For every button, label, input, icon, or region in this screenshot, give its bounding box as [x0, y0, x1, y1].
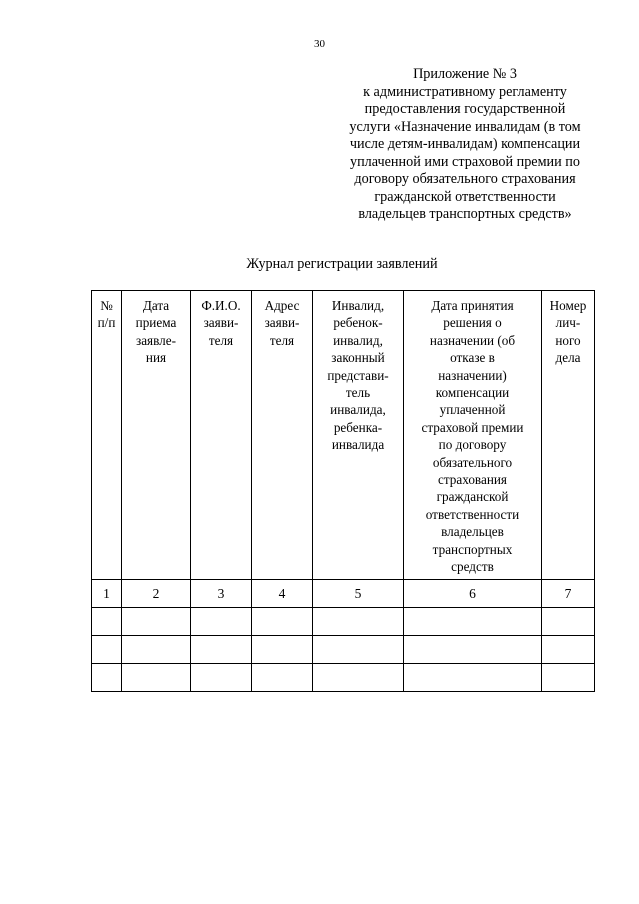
- header-cell-line: законный: [331, 350, 385, 366]
- header-cell-line: п/п: [97, 315, 116, 331]
- header-cell-line: обязательного: [432, 454, 513, 470]
- header-cell-line: Адрес: [264, 298, 300, 313]
- column-number-cell: 4: [252, 580, 313, 608]
- header-cell-line: представи-: [327, 367, 389, 383]
- empty-cell: [542, 636, 595, 664]
- header-cell-line: владельцев: [441, 524, 504, 540]
- journal-title: Журнал регистрации заявлений: [246, 256, 438, 272]
- empty-cell: [404, 664, 542, 692]
- header-cell-line: страхования: [438, 472, 507, 488]
- header-cell-line: инвалида,: [330, 402, 386, 418]
- empty-cell: [542, 664, 595, 692]
- empty-cell: [252, 608, 313, 636]
- header-cell-line: назначении): [438, 367, 507, 383]
- header-cell-line: Ф.И.О.: [201, 298, 241, 313]
- header-cell: [252, 291, 313, 580]
- header-cell-line: Номер: [549, 298, 587, 313]
- header-cell-line: лич-: [555, 315, 581, 331]
- header-cell-line: дела: [555, 350, 581, 366]
- header-cell-line: ного: [555, 332, 581, 348]
- header-cell: [313, 291, 404, 580]
- header-cell-line: тель: [345, 385, 371, 401]
- column-number-cell: 5: [313, 580, 404, 608]
- header-cell-line: отказе в: [450, 350, 495, 366]
- header-cell-line: страховой премии: [421, 419, 524, 435]
- column-number-cell: 7: [542, 580, 595, 608]
- empty-cell: [122, 636, 191, 664]
- header-cell-line: инвалида: [331, 437, 385, 453]
- header-cell: [92, 291, 122, 580]
- table-row: [92, 664, 595, 692]
- appendix-line: владельцев транспортных средств»: [358, 206, 572, 222]
- header-cell: [191, 291, 252, 580]
- header-cell: [542, 291, 595, 580]
- appendix-line: договору обязательного страхования: [354, 171, 576, 187]
- header-cell: [404, 291, 542, 580]
- header-cell-line: заявле-: [135, 332, 176, 348]
- empty-cell: [313, 664, 404, 692]
- table-header-row: [92, 291, 595, 580]
- empty-cell: [191, 636, 252, 664]
- empty-cell: [313, 608, 404, 636]
- header-cell-line: №: [100, 298, 113, 313]
- appendix-line: Приложение № 3: [413, 66, 517, 82]
- header-cell-line: теля: [208, 332, 234, 348]
- header-cell-line: гражданской: [436, 489, 509, 505]
- table-row: [92, 608, 595, 636]
- appendix-line: предоставления государственной: [364, 101, 566, 117]
- empty-cell: [313, 636, 404, 664]
- appendix-line: гражданской ответственности: [374, 188, 556, 205]
- table-row: [92, 636, 595, 664]
- header-cell-line: транспортных: [432, 541, 513, 557]
- empty-cell: [191, 664, 252, 692]
- empty-cell: [92, 636, 122, 664]
- registration-journal-table: [91, 290, 595, 692]
- header-cell-line: заяви-: [264, 315, 300, 331]
- header-cell-line: заяви-: [203, 315, 239, 331]
- appendix-header: [330, 66, 600, 224]
- appendix-line: числе детям-инвалидам) компенсации: [349, 136, 581, 152]
- header-cell-line: приема: [135, 315, 177, 331]
- header-cell-line: ответственности: [425, 506, 520, 522]
- empty-cell: [122, 608, 191, 636]
- column-number-cell: 2: [122, 580, 191, 608]
- header-cell-line: средств: [451, 559, 494, 575]
- header-cell-line: компенсации: [435, 385, 510, 401]
- header-cell: [122, 291, 191, 580]
- empty-cell: [252, 664, 313, 692]
- empty-cell: [542, 608, 595, 636]
- empty-cell: [404, 636, 542, 664]
- page-number: 30: [314, 38, 325, 50]
- empty-cell: [92, 608, 122, 636]
- column-number-cell: 1: [92, 580, 122, 608]
- header-cell-line: Инвалид,: [331, 298, 385, 313]
- header-cell-line: Дата: [142, 298, 170, 313]
- column-number-cell: 6: [404, 580, 542, 608]
- column-number-cell: 3: [191, 580, 252, 608]
- empty-cell: [252, 636, 313, 664]
- header-cell-line: теля: [269, 332, 295, 348]
- header-cell-line: решения о: [443, 315, 502, 331]
- header-cell-line: по договору: [438, 437, 507, 453]
- empty-cell: [191, 608, 252, 636]
- appendix-line: уплаченной ими страховой премии по: [350, 153, 580, 170]
- appendix-line: к административному регламенту: [363, 83, 567, 100]
- empty-cell: [404, 608, 542, 636]
- empty-cell: [92, 664, 122, 692]
- header-cell-line: ребенка-: [333, 419, 383, 435]
- appendix-line: услуги «Назначение инвалидам (в том: [349, 118, 581, 135]
- header-cell-line: инвалид,: [333, 332, 383, 348]
- header-cell-line: назначении (об: [429, 332, 516, 348]
- header-cell-line: уплаченной: [439, 402, 506, 418]
- header-cell-line: ребенок-: [333, 315, 383, 331]
- header-cell-line: Дата принятия: [431, 298, 514, 313]
- empty-cell: [122, 664, 191, 692]
- column-number-row: [92, 580, 595, 608]
- header-cell-line: ния: [145, 350, 167, 366]
